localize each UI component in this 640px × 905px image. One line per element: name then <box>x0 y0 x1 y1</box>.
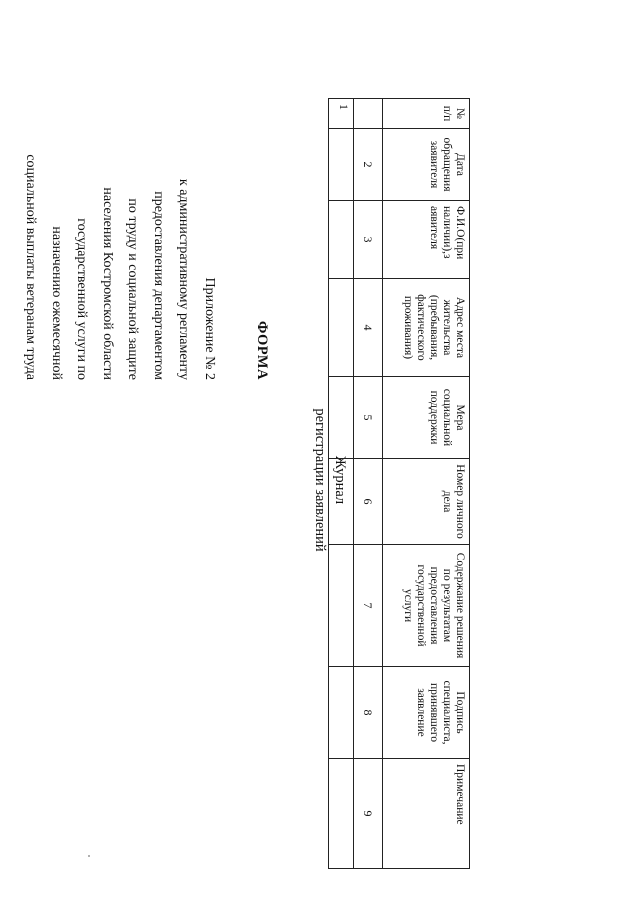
header-cell-date: Дата обращения заявителя <box>383 129 470 201</box>
table-cell <box>329 201 354 279</box>
appendix-line: назначению ежемесячной <box>49 226 64 380</box>
header-cell-measure: Мера социальной поддержки <box>383 377 470 459</box>
header-cell-note: Примечание <box>383 759 470 869</box>
column-number-cell: 7 <box>354 545 383 667</box>
header-cell-number: № п/п <box>383 99 470 129</box>
appendix-line: государственной услуги по <box>74 218 90 380</box>
column-number-cell: 9 <box>354 759 383 869</box>
column-number-cell: 8 <box>354 667 383 759</box>
column-number-cell: 2 <box>354 129 383 201</box>
appendix-block <box>18 60 222 380</box>
table-cell <box>329 459 354 545</box>
appendix-line: к административному регламенту <box>176 178 192 380</box>
appendix-line: населения Костромской области <box>100 187 115 380</box>
header-cell-name: Ф.И.О(при наличии),з аявителя <box>383 201 470 279</box>
header-cell-address: Адрес места жительства (пребывания, фактического проживания) <box>383 279 470 377</box>
table-cell <box>329 279 354 377</box>
table-cell <box>329 545 354 667</box>
header-cell-case-number: Номер личного дела <box>383 459 470 545</box>
table-cell <box>329 667 354 759</box>
journal-title-line1: Журнал <box>332 455 348 505</box>
journal-table <box>328 98 470 869</box>
appendix-line: Приложение № 2 <box>202 277 217 380</box>
column-number-cell: 3 <box>354 201 383 279</box>
table-cell <box>329 377 354 459</box>
table-cell <box>329 129 354 201</box>
appendix-line: предоставления департаментом <box>151 191 166 380</box>
column-number-cell: 4 <box>354 279 383 377</box>
column-number-cell: 6 <box>354 459 383 545</box>
forma-label: ФОРМА <box>254 320 270 380</box>
header-row <box>383 99 470 869</box>
column-number-cell: 5 <box>354 377 383 459</box>
column-number-cell <box>354 99 383 129</box>
column-number-row <box>354 99 383 869</box>
header-cell-decision: Содержание решения по результатам предоставления государственной услуги <box>383 545 470 667</box>
header-cell-signature: Подпись специалиста, принявшего заявление <box>383 667 470 759</box>
journal-title-line2: регистрации заявлений <box>312 408 328 552</box>
appendix-line: по труду и социальной защите <box>125 198 141 380</box>
table-cell: 1 <box>329 99 354 129</box>
scan-speck <box>88 855 90 857</box>
table-row <box>329 99 354 869</box>
appendix-line: социальной выплаты ветеранам труда <box>23 154 39 380</box>
table-cell <box>329 759 354 869</box>
